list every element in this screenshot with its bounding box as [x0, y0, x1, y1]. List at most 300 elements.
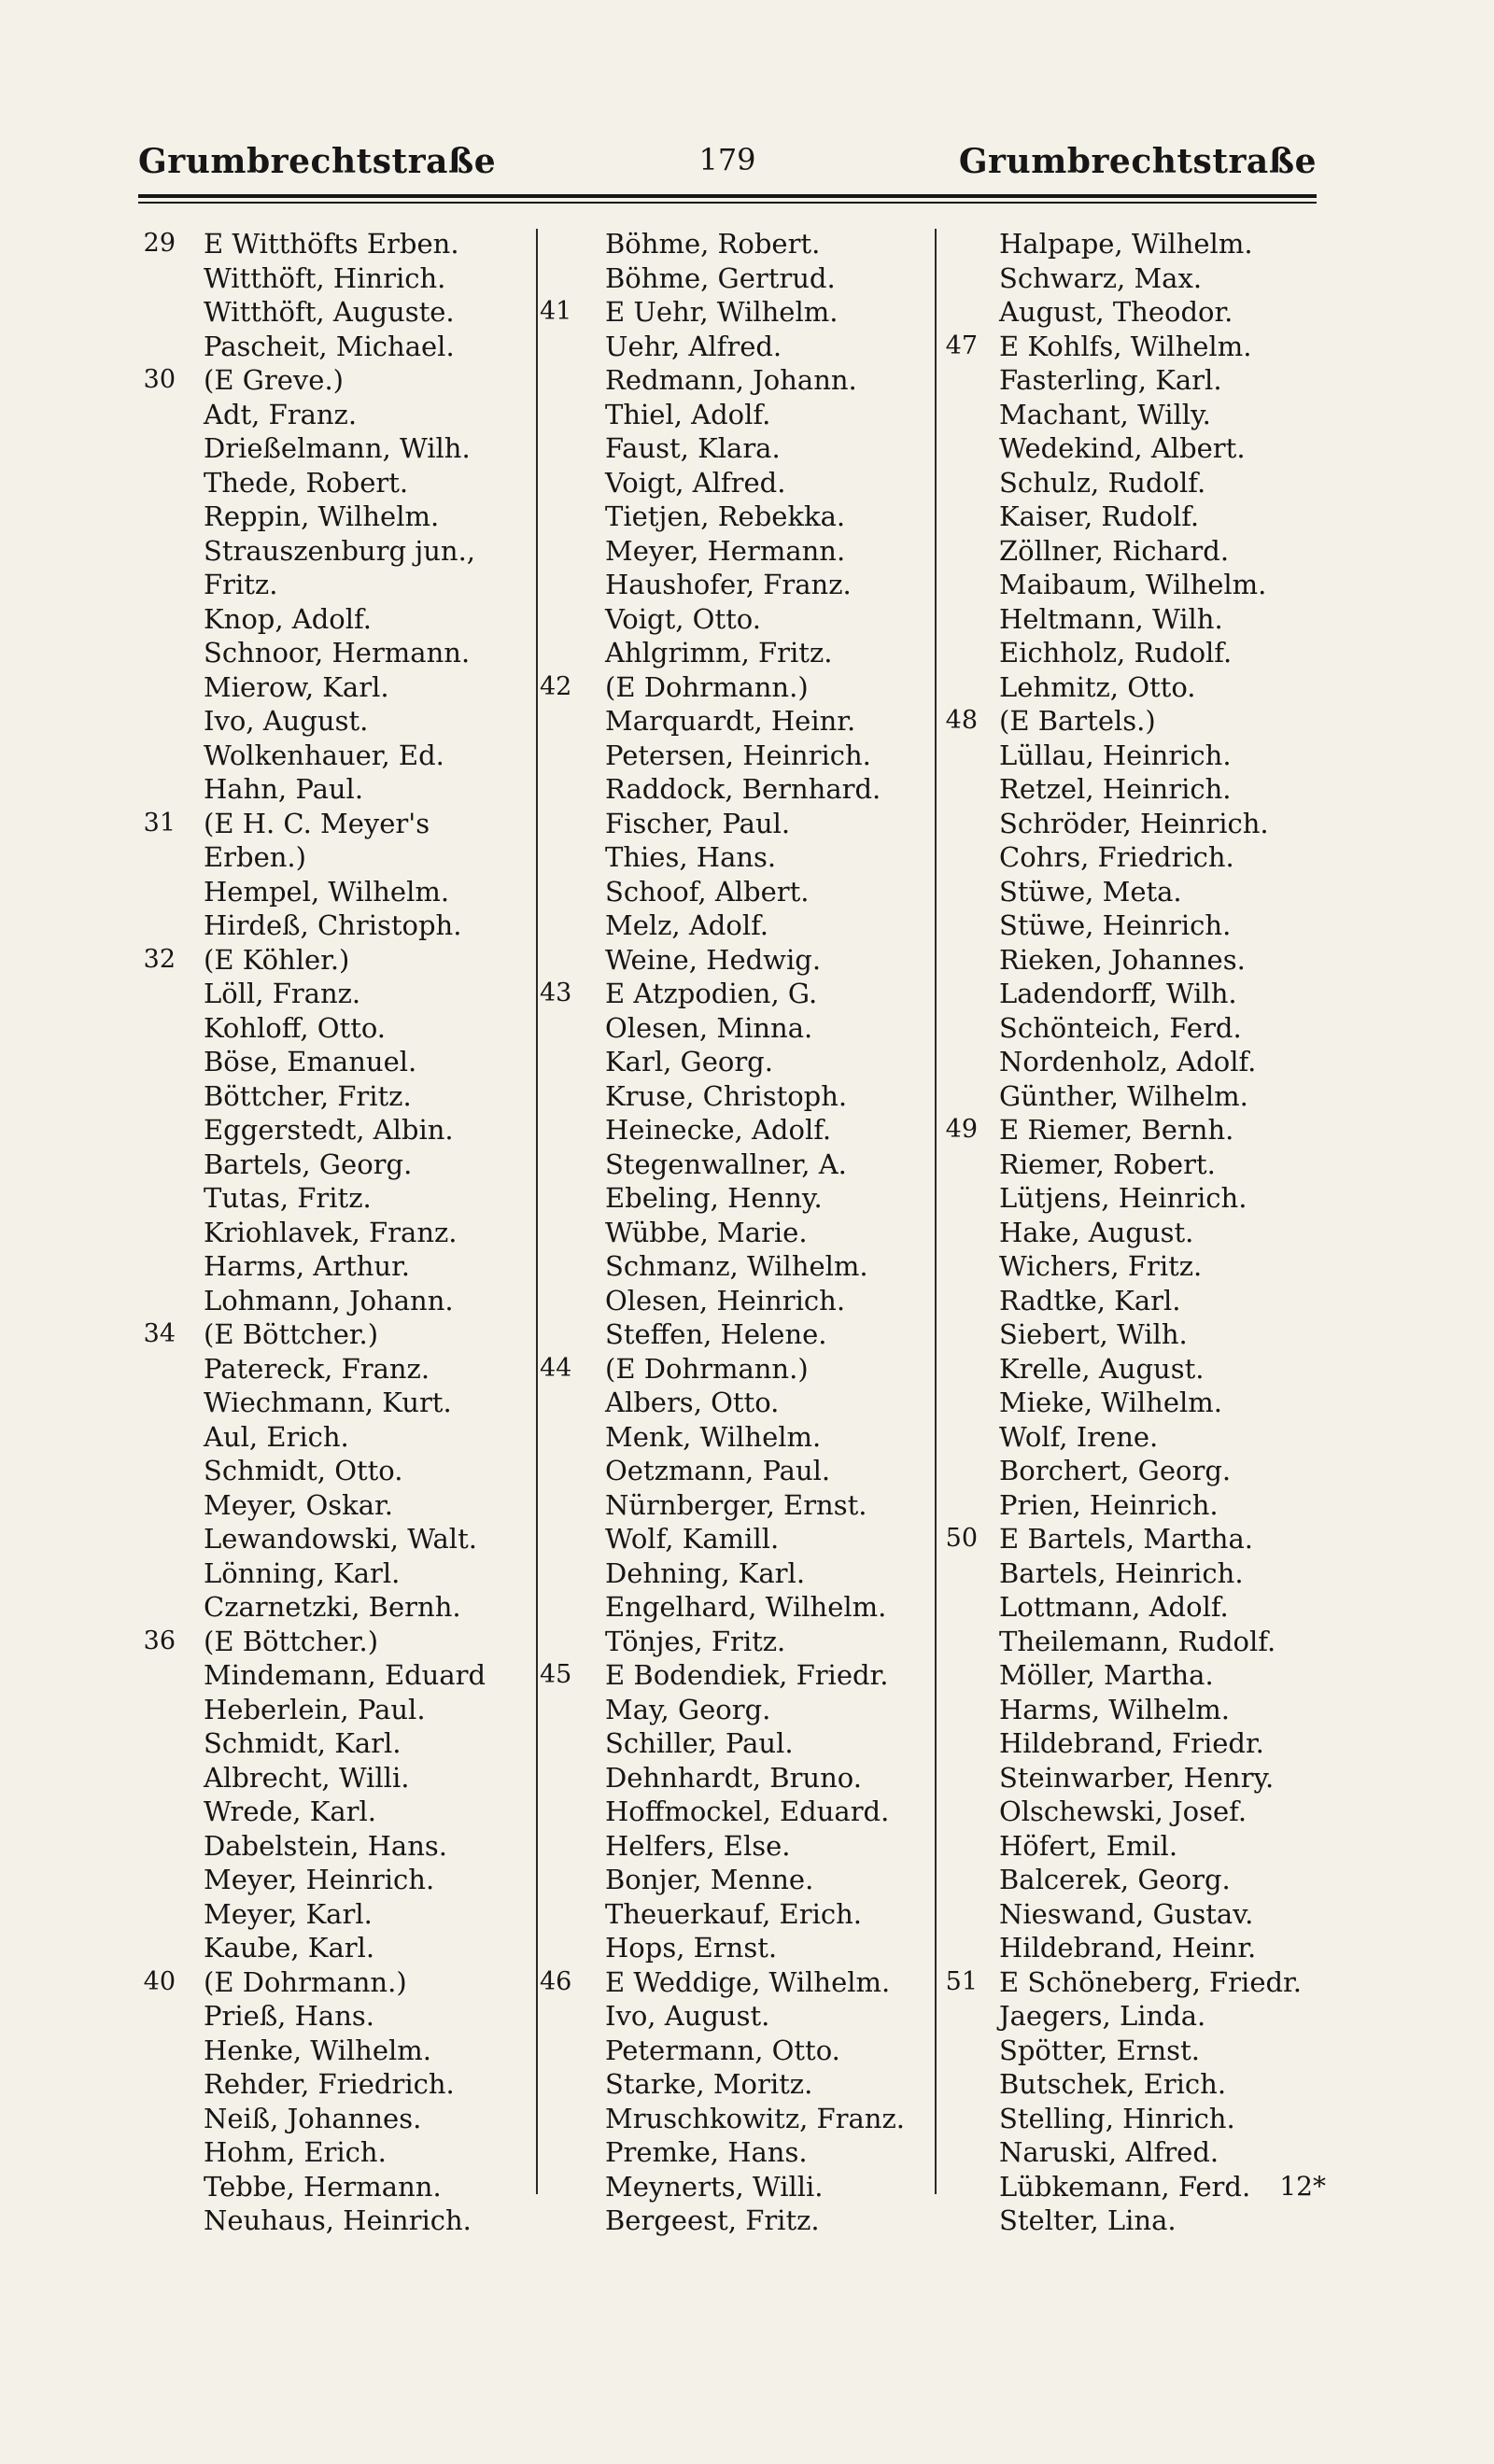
- resident-name: Stüwe, Heinrich.: [999, 909, 1232, 941]
- directory-entry: [540, 2034, 932, 2068]
- directory-entry: [138, 1829, 530, 1864]
- resident-name: Zöllner, Richard.: [999, 534, 1230, 567]
- resident-name: Kaiser, Rudolf.: [999, 500, 1200, 532]
- resident-name: Strauszenburg jun.,: [204, 534, 476, 567]
- directory-entry: [938, 1113, 1331, 1148]
- resident-name: Bartels, Georg.: [204, 1148, 413, 1180]
- directory-entry: [138, 1965, 530, 2000]
- directory-entry: [540, 261, 932, 296]
- resident-name: Menk, Wilhelm.: [605, 1420, 822, 1453]
- directory-entry: [938, 363, 1331, 398]
- directory-entry: [938, 1625, 1331, 1659]
- house-number: 41: [540, 297, 572, 326]
- directory-entry: [540, 330, 932, 364]
- directory-entry: [138, 431, 530, 466]
- directory-entry: [938, 398, 1331, 432]
- directory-entry: [138, 1352, 530, 1387]
- directory-entry: [540, 1079, 932, 1114]
- directory-entry: [938, 670, 1331, 705]
- directory-entry: [540, 1011, 932, 1046]
- resident-name: Fasterling, Karl.: [999, 364, 1222, 396]
- resident-name: Neiß, Johannes.: [204, 2102, 422, 2134]
- directory-entry: [938, 330, 1331, 364]
- resident-name: Lottmann, Adolf.: [999, 1591, 1229, 1623]
- directory-entry: [540, 2204, 932, 2238]
- resident-name: Rieken, Johannes.: [999, 943, 1246, 976]
- directory-entry: [540, 295, 932, 330]
- column-divider: [536, 229, 538, 2194]
- resident-name: Lohmann, Johann.: [204, 1284, 454, 1316]
- resident-name: Kriohlavek, Franz.: [204, 1216, 458, 1248]
- resident-name: Tutas, Fritz.: [204, 1182, 372, 1214]
- resident-name: Voigt, Otto.: [605, 602, 761, 635]
- directory-entry: [938, 636, 1331, 670]
- directory-entry: [938, 466, 1331, 500]
- directory-entry: [540, 466, 932, 500]
- resident-name: Premke, Hans.: [605, 2136, 808, 2168]
- resident-name: Mruschkowitz, Franz.: [605, 2102, 905, 2134]
- header-rule-thick: [138, 194, 1317, 198]
- directory-entry: [138, 2135, 530, 2170]
- directory-entry: [540, 1045, 932, 1079]
- resident-name: Prieß, Hans.: [204, 2000, 374, 2032]
- resident-name: Nürnberger, Ernst.: [605, 1488, 867, 1521]
- resident-name: Weine, Hedwig.: [605, 943, 822, 976]
- resident-name: Drießelmann, Wilh.: [204, 432, 471, 464]
- directory-entry: [540, 1216, 932, 1250]
- directory-entry: [938, 875, 1331, 909]
- directory-entry: [540, 431, 932, 466]
- resident-name: Prien, Heinrich.: [999, 1488, 1219, 1521]
- directory-entry: [138, 1522, 530, 1556]
- directory-entry: [138, 227, 530, 261]
- directory-entry: [540, 1249, 932, 1284]
- resident-name: Schoof, Albert.: [605, 875, 810, 908]
- directory-entry: [138, 807, 530, 841]
- resident-name: Stelling, Hinrich.: [999, 2102, 1235, 2134]
- directory-entry: [138, 1795, 530, 1829]
- resident-name: Stüwe, Meta.: [999, 875, 1182, 908]
- resident-name: E Bartels, Martha.: [999, 1523, 1253, 1555]
- directory-entry: [938, 943, 1331, 978]
- directory-entry: [938, 1352, 1331, 1387]
- resident-name: Aul, Erich.: [204, 1420, 349, 1453]
- resident-name: Schmidt, Karl.: [204, 1727, 402, 1759]
- resident-name: Erben.): [204, 841, 306, 873]
- directory-entry: [138, 875, 530, 909]
- resident-name: Haushofer, Franz.: [605, 569, 852, 600]
- directory-entry: [138, 704, 530, 739]
- directory-entry: [540, 739, 932, 773]
- house-number: 32: [143, 944, 176, 974]
- directory-entry: [938, 1693, 1331, 1727]
- resident-name: E Uehr, Wilhelm.: [605, 296, 839, 328]
- directory-entry: [540, 1420, 932, 1455]
- resident-name: Cohrs, Friedrich.: [999, 841, 1234, 873]
- column-divider: [935, 229, 937, 2194]
- directory-column-1: [138, 227, 530, 2238]
- directory-entry: [138, 1556, 530, 1591]
- resident-name: Albers, Otto.: [605, 1387, 780, 1418]
- resident-name: Wedekind, Albert.: [999, 432, 1246, 464]
- resident-name: E Schöneberg, Friedr.: [999, 1965, 1302, 1998]
- directory-entry: [938, 908, 1331, 943]
- resident-name: Schmidt, Otto.: [204, 1455, 403, 1486]
- directory-entry: [938, 739, 1331, 773]
- resident-name: Heberlein, Paul.: [204, 1693, 426, 1725]
- directory-entry: [540, 2067, 932, 2102]
- directory-entry: [540, 1352, 932, 1387]
- directory-entry: [138, 534, 530, 569]
- resident-name: (E Dohrmann.): [605, 1352, 809, 1385]
- resident-name: E Witthöfts Erben.: [204, 228, 459, 260]
- resident-name: Ivo, August.: [204, 705, 369, 737]
- resident-name: Lübkemann, Ferd.: [999, 2170, 1251, 2203]
- resident-name: Nieswand, Gustav.: [999, 1897, 1254, 1930]
- house-number: 42: [540, 671, 572, 701]
- resident-name: Lüllau, Heinrich.: [999, 739, 1232, 771]
- resident-name: Nordenholz, Adolf.: [999, 1046, 1257, 1077]
- directory-entry: [138, 1386, 530, 1420]
- resident-name: May, Georg.: [605, 1693, 771, 1725]
- directory-entry: [938, 1079, 1331, 1114]
- directory-entry: [540, 2102, 932, 2136]
- directory-entry: [540, 398, 932, 432]
- directory-entry: [138, 2067, 530, 2102]
- directory-entry: [540, 977, 932, 1011]
- directory-entry: [938, 1863, 1331, 1897]
- directory-entry: [938, 1931, 1331, 1965]
- directory-entry: [138, 739, 530, 773]
- directory-entry: [938, 1284, 1331, 1318]
- directory-entry: [938, 2034, 1331, 2068]
- resident-name: E Weddige, Wilhelm.: [605, 1965, 891, 1998]
- directory-entry: [138, 636, 530, 670]
- resident-name: Redmann, Johann.: [605, 364, 857, 396]
- resident-name: Wübbe, Marie.: [605, 1216, 808, 1248]
- resident-name: Halpape, Wilhelm.: [999, 228, 1253, 260]
- resident-name: Hohm, Erich.: [204, 2136, 387, 2168]
- resident-name: Wichers, Fritz.: [999, 1250, 1203, 1282]
- directory-entry: [540, 670, 932, 705]
- resident-name: Böttcher, Fritz.: [204, 1079, 412, 1112]
- resident-name: E Riemer, Bernh.: [999, 1114, 1234, 1146]
- signature-mark: 12*: [1279, 2171, 1326, 2202]
- directory-entry: [938, 1454, 1331, 1488]
- house-number: 34: [143, 1319, 176, 1348]
- resident-name: Bonjer, Menne.: [605, 1864, 814, 1895]
- resident-name: Fischer, Paul.: [605, 807, 791, 839]
- resident-name: Meyer, Heinrich.: [204, 1864, 435, 1895]
- resident-name: Butschek, Erich.: [999, 2068, 1227, 2100]
- resident-name: Mierow, Karl.: [204, 670, 389, 703]
- resident-name: Wrede, Karl.: [204, 1795, 377, 1827]
- directory-entry: [938, 1897, 1331, 1932]
- house-number: 49: [945, 1115, 978, 1144]
- resident-name: (E Greve.): [204, 364, 344, 396]
- resident-name: Spötter, Ernst.: [999, 2034, 1200, 2066]
- house-number: 45: [540, 1660, 572, 1689]
- directory-entry: [540, 1556, 932, 1591]
- directory-entry: [138, 1999, 530, 2034]
- directory-entry: [138, 568, 530, 602]
- resident-name: Heltmann, Wilh.: [999, 602, 1223, 635]
- resident-name: Meyer, Oskar.: [204, 1488, 393, 1521]
- house-number: 30: [143, 365, 176, 394]
- directory-entry: [938, 2204, 1331, 2238]
- resident-name: Bergeest, Fritz.: [605, 2204, 820, 2236]
- resident-name: Engelhard, Wilhelm.: [605, 1591, 887, 1623]
- resident-name: Adt, Franz.: [204, 398, 358, 430]
- resident-name: Möller, Martha.: [999, 1659, 1214, 1691]
- directory-entry: [540, 2135, 932, 2170]
- resident-name: Neuhaus, Heinrich.: [204, 2204, 472, 2236]
- directory-entry: [138, 2204, 530, 2238]
- directory-entry: [540, 1148, 932, 1182]
- directory-entry: [138, 1863, 530, 1897]
- directory-entry: [540, 1761, 932, 1795]
- directory-entry: [938, 1556, 1331, 1591]
- house-number: 36: [143, 1626, 176, 1655]
- directory-entry: [138, 1045, 530, 1079]
- resident-name: Thies, Hans.: [605, 841, 777, 873]
- directory-entry: [138, 2102, 530, 2136]
- directory-column-3: [938, 227, 1331, 2238]
- resident-name: Machant, Willy.: [999, 398, 1211, 430]
- directory-entry: [138, 1658, 530, 1693]
- directory-entry: [938, 1795, 1331, 1829]
- page-header: [138, 142, 1317, 194]
- resident-name: Dehnhardt, Bruno.: [605, 1761, 862, 1794]
- directory-entry: [540, 1931, 932, 1965]
- resident-name: Böhme, Robert.: [605, 228, 821, 260]
- directory-entry: [138, 1113, 530, 1148]
- page-number: 179: [698, 142, 756, 177]
- resident-name: Melz, Adolf.: [605, 909, 769, 941]
- house-number: 48: [945, 706, 978, 735]
- resident-name: Patereck, Franz.: [204, 1352, 430, 1385]
- resident-name: Mieke, Wilhelm.: [999, 1387, 1222, 1418]
- resident-name: Ivo, August.: [605, 2000, 770, 2032]
- house-number: 44: [540, 1353, 572, 1383]
- resident-name: Karl, Georg.: [605, 1046, 773, 1077]
- directory-entry: [938, 977, 1331, 1011]
- directory-entry: [938, 1522, 1331, 1556]
- directory-entry: [138, 943, 530, 978]
- resident-name: Czarnetzki, Bernh.: [204, 1591, 461, 1623]
- resident-name: Starke, Moritz.: [605, 2068, 813, 2100]
- directory-entry: [938, 1590, 1331, 1625]
- resident-name: Oetzmann, Paul.: [605, 1455, 831, 1486]
- resident-name: Harms, Wilhelm.: [999, 1693, 1230, 1725]
- directory-entry: [540, 1726, 932, 1761]
- directory-entry: [938, 1761, 1331, 1795]
- resident-name: Siebert, Wilh.: [999, 1318, 1188, 1350]
- resident-name: Theuerkauf, Erich.: [605, 1897, 863, 1930]
- directory-entry: [540, 1454, 932, 1488]
- directory-column-2: [540, 227, 932, 2238]
- directory-entry: [938, 1658, 1331, 1693]
- directory-entry: [540, 500, 932, 534]
- house-number: 47: [945, 331, 978, 360]
- resident-name: Mindemann, Eduard: [204, 1659, 486, 1691]
- directory-entry: [938, 431, 1331, 466]
- resident-name: Balcerek, Georg.: [999, 1864, 1231, 1895]
- directory-entry: [540, 1590, 932, 1625]
- resident-name: (E Dohrmann.): [204, 1965, 407, 1998]
- directory-entry: [938, 1045, 1331, 1079]
- resident-name: Schröder, Heinrich.: [999, 807, 1269, 839]
- resident-name: (E Dohrmann.): [605, 670, 809, 703]
- resident-name: Hops, Ernst.: [605, 1932, 778, 1964]
- resident-name: Schwarz, Max.: [999, 261, 1203, 294]
- resident-name: Tönjes, Fritz.: [605, 1625, 786, 1657]
- directory-entry: [938, 1965, 1331, 2000]
- house-number: 40: [143, 1966, 176, 1996]
- directory-entry: [138, 1249, 530, 1284]
- resident-name: Knop, Adolf.: [204, 602, 372, 635]
- resident-name: (E Böttcher.): [204, 1318, 379, 1350]
- directory-entry: [540, 807, 932, 841]
- resident-name: Petersen, Heinrich.: [605, 739, 871, 771]
- directory-entry: [138, 1488, 530, 1523]
- directory-entry: [938, 1181, 1331, 1216]
- directory-entry: [138, 1761, 530, 1795]
- resident-name: Hake, August.: [999, 1216, 1194, 1248]
- directory-entry: [938, 1829, 1331, 1864]
- directory-entry: [938, 1317, 1331, 1352]
- directory-entry: [938, 840, 1331, 875]
- resident-name: Meyer, Karl.: [204, 1897, 373, 1930]
- directory-entry: [540, 1284, 932, 1318]
- resident-name: Ahlgrimm, Fritz.: [605, 637, 833, 669]
- directory-entry: [938, 1011, 1331, 1046]
- directory-entry: [938, 2102, 1331, 2136]
- directory-entry: [138, 1693, 530, 1727]
- resident-name: Helfers, Else.: [605, 1829, 791, 1862]
- resident-name: Hildebrand, Heinr.: [999, 1932, 1257, 1964]
- resident-name: Thiel, Adolf.: [605, 398, 771, 430]
- resident-name: Rehder, Friedrich.: [204, 2068, 455, 2100]
- directory-entry: [138, 1726, 530, 1761]
- house-number: 46: [540, 1966, 572, 1996]
- resident-name: Schiller, Paul.: [605, 1727, 794, 1759]
- resident-name: Lönning, Karl.: [204, 1556, 401, 1589]
- directory-entry: [540, 1795, 932, 1829]
- resident-name: Wolkenhauer, Ed.: [204, 739, 444, 771]
- resident-name: Böhme, Gertrud.: [605, 261, 836, 294]
- resident-name: Eichholz, Rudolf.: [999, 637, 1233, 669]
- resident-name: Petermann, Otto.: [605, 2034, 840, 2066]
- directory-entry: [938, 807, 1331, 841]
- resident-name: Wolf, Irene.: [999, 1420, 1159, 1453]
- resident-name: Marquardt, Heinr.: [605, 705, 856, 737]
- directory-entry: [540, 1829, 932, 1864]
- directory-entry: [540, 1897, 932, 1932]
- resident-name: Schulz, Rudolf.: [999, 466, 1206, 499]
- directory-entry: [138, 1420, 530, 1455]
- directory-entry: [138, 1148, 530, 1182]
- directory-entry: [938, 2170, 1331, 2204]
- directory-entry: [540, 2170, 932, 2204]
- resident-name: Maibaum, Wilhelm.: [999, 569, 1267, 600]
- resident-name: Lütjens, Heinrich.: [999, 1182, 1247, 1214]
- resident-name: Kruse, Christoph.: [605, 1079, 848, 1112]
- resident-name: Theilemann, Rudolf.: [999, 1625, 1276, 1657]
- resident-name: Olesen, Minna.: [605, 1011, 813, 1044]
- header-rule-thin: [138, 202, 1317, 204]
- resident-name: Uehr, Alfred.: [605, 330, 782, 362]
- resident-name: Radtke, Karl.: [999, 1284, 1181, 1316]
- resident-name: E Kohlfs, Wilhelm.: [999, 330, 1252, 362]
- house-number: 50: [945, 1524, 978, 1553]
- resident-name: E Bodendiek, Friedr.: [605, 1659, 889, 1691]
- directory-entry: [138, 330, 530, 364]
- directory-entry: [540, 1488, 932, 1523]
- resident-name: (E Bartels.): [999, 705, 1156, 737]
- resident-name: Steinwarber, Henry.: [999, 1761, 1275, 1794]
- resident-name: (E H. C. Meyer's: [204, 807, 430, 839]
- resident-name: Höfert, Emil.: [999, 1829, 1178, 1862]
- directory-entry: [540, 1965, 932, 2000]
- resident-name: (E Köhler.): [204, 943, 350, 976]
- directory-entry: [938, 227, 1331, 261]
- directory-entry: [138, 840, 530, 875]
- resident-name: Reppin, Wilhelm.: [204, 500, 440, 532]
- resident-name: Schnoor, Hermann.: [204, 637, 471, 669]
- resident-name: Steffen, Helene.: [605, 1318, 827, 1350]
- resident-name: Tietjen, Rebekka.: [605, 500, 846, 532]
- directory-entry: [540, 636, 932, 670]
- directory-entry: [540, 875, 932, 909]
- house-number: 31: [143, 808, 176, 838]
- directory-entry: [138, 977, 530, 1011]
- resident-name: Böse, Emanuel.: [204, 1046, 417, 1077]
- resident-name: Bartels, Heinrich.: [999, 1556, 1244, 1589]
- resident-name: Riemer, Robert.: [999, 1148, 1216, 1180]
- directory-entry: [540, 1181, 932, 1216]
- resident-name: Meynerts, Willi.: [605, 2170, 824, 2203]
- directory-entry: [540, 363, 932, 398]
- directory-entry: [540, 1522, 932, 1556]
- resident-name: Ladendorff, Wilh.: [999, 978, 1237, 1009]
- directory-entry: [938, 704, 1331, 739]
- resident-name: Borchert, Georg.: [999, 1455, 1232, 1486]
- directory-entry: [938, 2135, 1331, 2170]
- directory-entry: [938, 1386, 1331, 1420]
- directory-entry: [540, 1113, 932, 1148]
- directory-entry: [938, 500, 1331, 534]
- directory-entry: [138, 398, 530, 432]
- resident-name: Hahn, Paul.: [204, 773, 364, 805]
- directory-entry: [138, 1454, 530, 1488]
- directory-entry: [138, 295, 530, 330]
- directory-entry: [938, 1148, 1331, 1182]
- directory-entry: [138, 1216, 530, 1250]
- resident-name: Fritz.: [204, 569, 278, 600]
- directory-entry: [938, 2067, 1331, 2102]
- resident-name: Witthöft, Auguste.: [204, 296, 455, 328]
- directory-entry: [138, 1931, 530, 1965]
- directory-entry: [138, 1181, 530, 1216]
- resident-name: Hoffmockel, Eduard.: [605, 1795, 890, 1827]
- resident-name: Schönteich, Ferd.: [999, 1011, 1242, 1044]
- resident-name: Olschewski, Josef.: [999, 1795, 1247, 1827]
- directory-entry: [540, 1625, 932, 1659]
- resident-name: Albrecht, Willi.: [204, 1761, 410, 1794]
- directory-entry: [138, 670, 530, 705]
- resident-name: Tebbe, Hermann.: [204, 2170, 442, 2203]
